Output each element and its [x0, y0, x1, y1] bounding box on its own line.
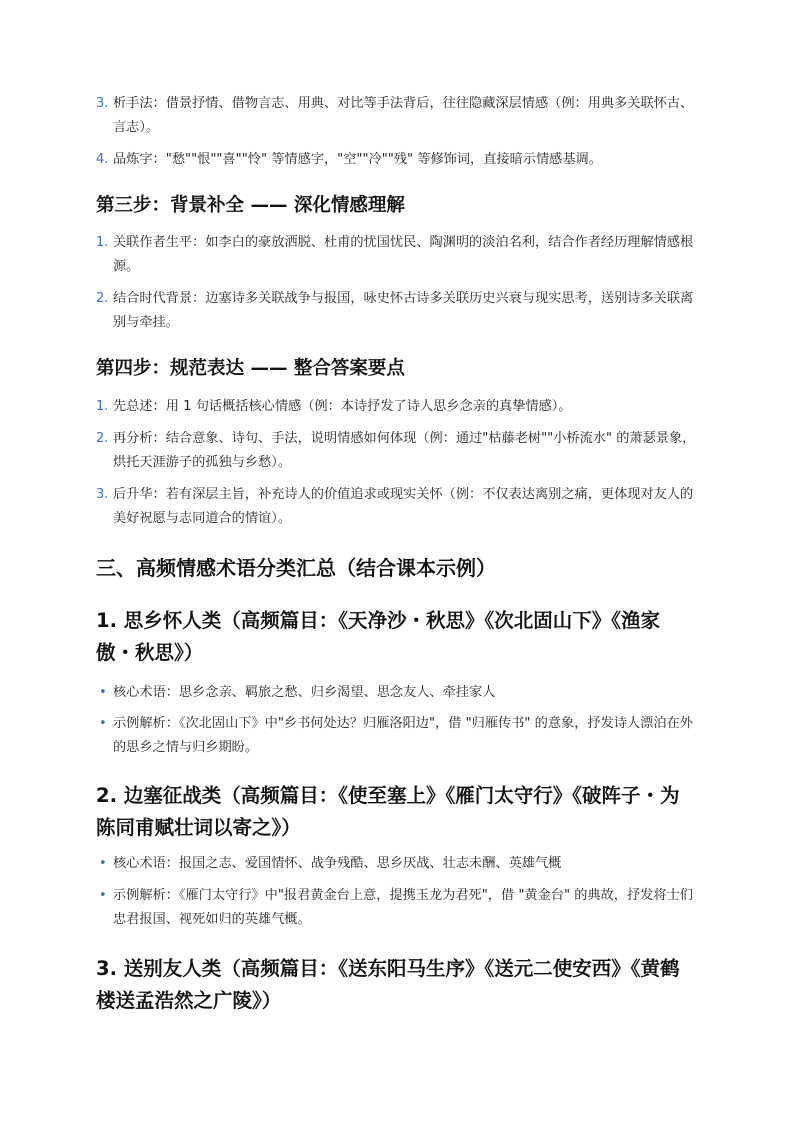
list-item	[96, 427, 696, 475]
category-heading: 2. 边塞征战类（高频篇目：《使至塞上》《雁门太守行》《破阵子・为陈同甫赋壮词以寄之》）	[96, 784, 680, 839]
bullet-icon: •	[99, 716, 107, 731]
list-number: 4.	[96, 152, 109, 167]
list-item-text: 结合时代背景：边塞诗多关联战争与报国，咏史怀古诗多关联历史兴衰与现实思考，送别诗多关联离别与牵挂。	[113, 291, 694, 330]
list-item	[96, 148, 696, 172]
bullet-text: 核心术语：报国之志、爱国情怀、战争残酷、思乡厌战、壮志未酬、英雄气概	[113, 856, 562, 871]
bullet-item	[96, 712, 696, 760]
list-number: 3.	[96, 487, 109, 502]
list-number: 2.	[96, 291, 109, 306]
list-item-text: 先总述：用 1 句话概括核心情感（例：本诗抒发了诗人思乡念亲的真挚情感）。	[113, 399, 572, 414]
bullet-icon: •	[99, 856, 107, 871]
section3-heading: 三、高频情感术语分类汇总（结合课本示例）	[96, 556, 496, 580]
bullet-text: 示例解析：《雁门太守行》中"报君黄金台上意，提携玉龙为君死"，借 "黄金台" 的典故，抒发将士们忠君报国、视死如归的英雄气概。	[113, 888, 693, 927]
bullet-text: 核心术语：思乡念亲、羁旅之愁、归乡渴望、思念友人、牵挂家人	[113, 685, 496, 700]
list-item	[96, 395, 696, 419]
list-item	[96, 483, 696, 531]
list-number: 3.	[96, 96, 109, 111]
list-item	[96, 92, 696, 140]
bullet-text: 示例解析：《次北固山下》中"乡书何处达？归雁洛阳边"，借 "归雁传书" 的意象，抒发诗人漂泊在外的思乡之情与归乡期盼。	[113, 716, 693, 755]
list-item-text: 后升华：若有深层主旨，补充诗人的价值追求或现实关怀（例：不仅表达离别之痛，更体现对友人的美好祝愿与志同道合的情谊）。	[113, 487, 694, 526]
list-item-text: 关联作者生平：如李白的豪放洒脱、杜甫的忧国忧民、陶渊明的淡泊名利，结合作者经历理解情感根源。	[113, 235, 694, 274]
category-heading: 3. 送别友人类（高频篇目：《送东阳马生序》《送元二使安西》《黄鹤楼送孟浩然之广陵》）	[96, 957, 680, 1012]
bullet-item	[96, 681, 696, 705]
bullet-icon: •	[99, 888, 107, 903]
bullet-item	[96, 884, 696, 932]
list-item	[96, 231, 696, 279]
step3-heading: 第三步：背景补全 —— 深化情感理解	[96, 195, 405, 216]
list-number: 2.	[96, 431, 109, 446]
bullet-icon: •	[99, 685, 107, 700]
step4-heading: 第四步：规范表达 —— 整合答案要点	[96, 358, 405, 379]
list-item-text: 再分析：结合意象、诗句、手法，说明情感如何体现（例：通过"枯藤老树""小桥流水" 的萧瑟景象，烘托天涯游子的孤独与乡愁）。	[113, 431, 696, 470]
category-heading: 1. 思乡怀人类（高频篇目：《天净沙・秋思》《次北固山下》《渔家傲・秋思》）	[96, 609, 661, 664]
bullet-item	[96, 852, 696, 876]
list-item-text: 析手法：借景抒情、借物言志、用典、对比等手法背后，往往隐藏深层情感（例：用典多关联怀古、言志）。	[113, 96, 694, 135]
list-number: 1.	[96, 399, 109, 414]
list-number: 1.	[96, 235, 109, 250]
list-item-text: 品炼字："愁""恨""喜""怜" 等情感字，"空""冷""残" 等修饰词，直接暗示情感基调。	[113, 152, 602, 167]
list-item	[96, 287, 696, 335]
